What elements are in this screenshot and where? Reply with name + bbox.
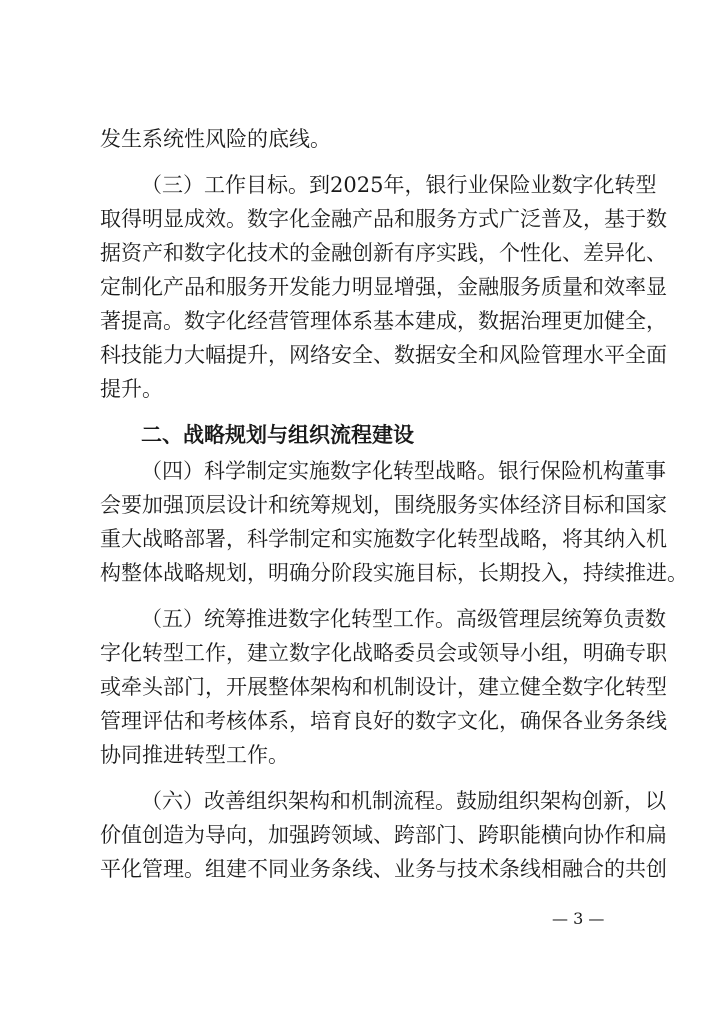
paragraph-5-line: 管理评估和考核体系，培育良好的数字文化，确保各业务条线: [100, 709, 667, 733]
paragraph-6-line: 平化管理。组建不同业务条线、业务与技术条线相融合的共创: [100, 857, 667, 881]
paragraph-3-line: 定制化产品和服务开发能力明显增强，金融服务质量和效率显: [100, 275, 667, 299]
paragraph-5-line: 协同推进转型工作。: [100, 743, 289, 767]
section-heading: 二、战略规划与组织流程建设: [141, 423, 414, 447]
paragraph-5-line: （五）统筹推进数字化转型工作。高级管理层统筹负责数: [141, 607, 666, 631]
paragraph-3-line: （三）工作目标。到2025年，银行业保险业数字化转型: [141, 173, 657, 197]
paragraph-3-line: 据资产和数字化技术的金融创新有序实践，个性化、差异化、: [100, 241, 667, 265]
paragraph-5-line: 或牵头部门，开展整体架构和机制设计，建立健全数字化转型: [100, 675, 667, 699]
paragraph-4-line: 重大战略部署，科学制定和实施数字化转型战略，将其纳入机: [100, 527, 667, 551]
paragraph-3-line: 科技能力大幅提升，网络安全、数据安全和风险管理水平全面: [100, 343, 667, 367]
paragraph-5-line: 字化转型工作，建立数字化战略委员会或领导小组，明确专职: [100, 641, 667, 665]
paragraph-6-line: 价值创造为导向，加强跨领域、跨部门、跨职能横向协作和扁: [100, 823, 667, 847]
paragraph-4-line: 会要加强顶层设计和统筹规划，围绕服务实体经济目标和国家: [100, 493, 667, 517]
paragraph-4-line: （四）科学制定实施数字化转型战略。银行保险机构董事: [141, 459, 666, 483]
paragraph-3-line: 著提高。数字化经营管理体系基本建成，数据治理更加健全，: [100, 309, 667, 333]
paragraph-3-line: 提升。: [100, 377, 163, 401]
paragraph-6-line: （六）改善组织架构和机制流程。鼓励组织架构创新，以: [141, 789, 666, 813]
page-number: — 3 —: [552, 909, 605, 928]
body-text-line: 发生系统性风险的底线。: [100, 127, 331, 151]
paragraph-4-line: 构整体战略规划，明确分阶段实施目标，长期投入，持续推进。: [100, 561, 688, 585]
paragraph-3-line: 取得明显成效。数字化金融产品和服务方式广泛普及，基于数: [100, 207, 667, 231]
